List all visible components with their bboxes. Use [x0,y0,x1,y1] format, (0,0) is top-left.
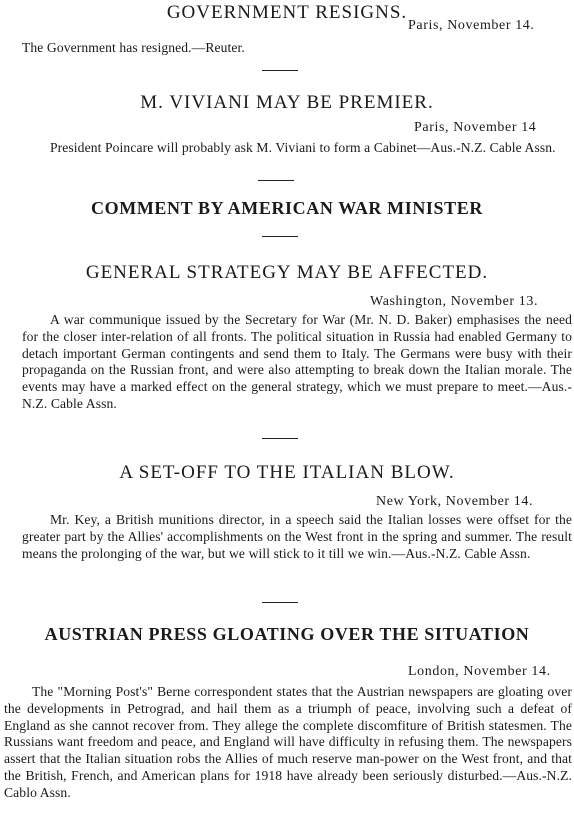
headline-american-war-minister: COMMENT BY AMERICAN WAR MINISTER [91,198,483,218]
dateline-date: November 14. [463,664,551,679]
article-body-austrian-press: The "Morning Post's" Berne correspondent states that the Austrian newspapers are gloating over the developments in Petrograd, and hail them as a triumph of peace, involving such a defeat of England as she cannot recover from. They allege the complete discomfiture of British statesmen. The Russians want freedom and peace, and England will have difficulty in refusing them. The newspapers assert that the Italian situation robs the Allies of much reserve man-power on the West front, and that the British, French, and American plans for 1918 have already been seriously disturbed.—Aus.-N.Z. Cablo Assn. [4,684,572,800]
section-divider [262,602,298,603]
headline-set-off-italian-blow: A SET-OFF TO THE ITALIAN BLOW. [119,462,455,483]
article-body-set-off: Mr. Key, a British munitions director, in a speech said the Italian losses were offset for the greater part by the Allies' accomplishments on the West front in the spring and summer. The result means the prolonging of the war, but we will stick to it till we win.—Aus.-N.Z. Cable Assn. [22,512,572,561]
dateline-washington [370,294,538,310]
dateline-new-york [376,494,533,510]
article-body-government-resigns: The Government has resigned.—Reuter. [22,40,245,55]
section-divider [258,180,294,181]
dateline-place: London, [408,664,460,679]
dateline-date: November 13. [450,294,539,309]
article-body-american-war-minister: A war communique issued by the Secretary for War (Mr. N. D. Baker) emphasises the need for the closer inter-relation of all fronts. The political situation in Russia had enabled Germany to detach important German contingents and send them to Italy. The Germans were busy with their propaganda on the Russian front, and were also attempting to break down the Italian morale. The events may have a marked effect on the general strategy, which we must prepare to meet.—Aus.-N.Z. Cable Assn. [22,312,572,411]
dateline-place: Paris, [408,18,444,33]
dateline-place: New York, [376,494,442,509]
dateline-london [408,664,551,680]
dateline-paris-2 [414,120,536,136]
headline-austrian-press: AUSTRIAN PRESS GLOATING OVER THE SITUATION [44,624,530,644]
dateline-paris-1 [408,18,535,34]
dateline-place: Paris, [414,120,450,135]
dateline-date: November 14. [445,494,534,509]
article-body-viviani: President Poincare will probably ask M. Viviani to form a Cabinet—Aus.-N.Z. Cable Assn. [50,140,556,155]
dateline-date: November 14. [447,18,535,33]
section-divider [262,70,298,71]
headline-government-resigns: GOVERNMENT RESIGNS. [166,2,408,23]
dateline-place: Washington, [370,294,447,309]
headline-viviani-premier: M. VIVIANI MAY BE PREMIER. [140,92,434,113]
subheadline-general-strategy: GENERAL STRATEGY MAY BE AFFECTED. [85,262,489,283]
section-divider [262,438,298,439]
section-divider [262,236,298,237]
dateline-date: November 14 [453,120,537,135]
